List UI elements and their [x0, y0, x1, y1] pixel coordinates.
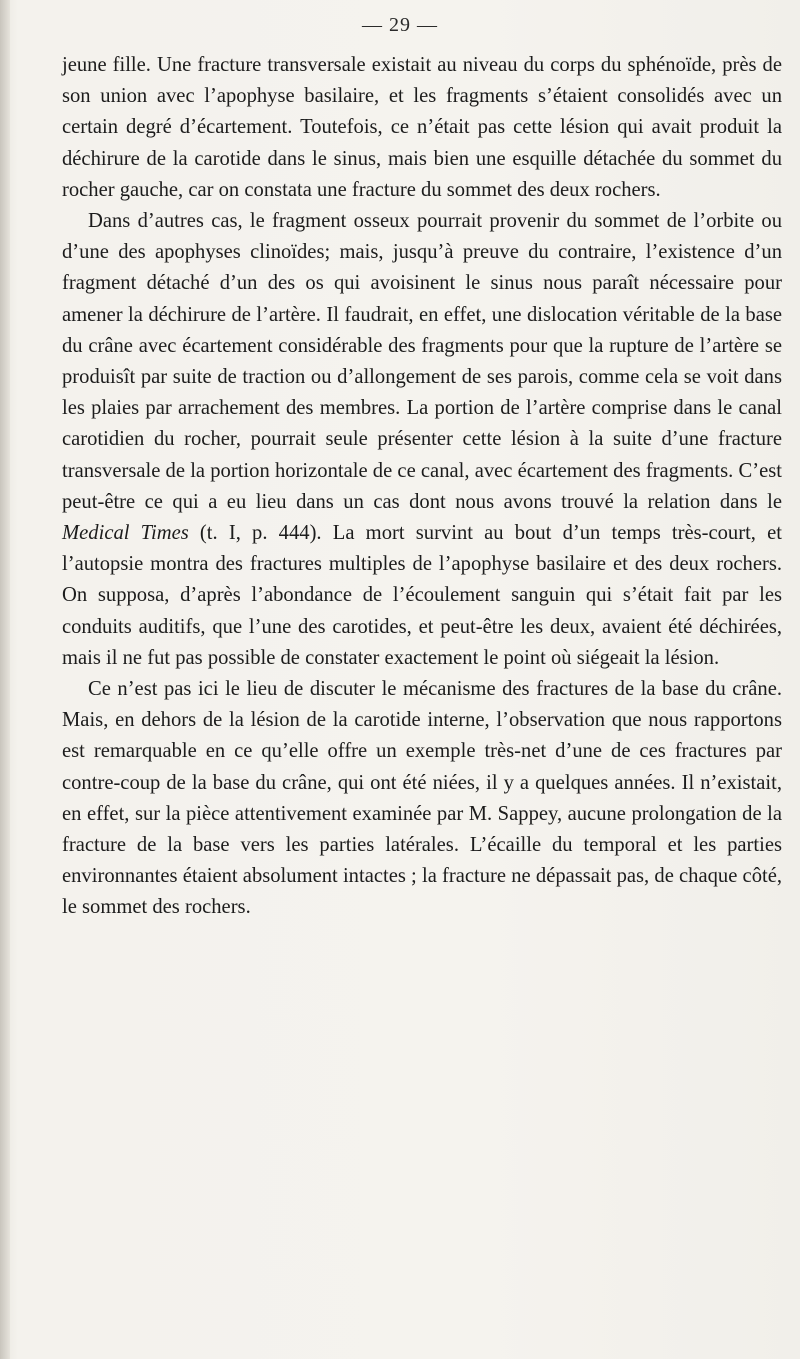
paragraph-3: Ce n’est pas ici le lieu de discuter le mécanisme des fractures de la base du crâne. Mais, en dehors de la lésion de la carotide interne, l’observation que nous rapportons est remarquable en ce qu’elle offre un exemple très-net d’une de ces fractures par contre-coup de la base du crâne, qui ont été niées, il y a quelques années. Il n’existait, en effet, sur la pièce attentivement examinée par M. Sappey, aucune prolongation de la fracture de la base vers les parties latérales. L’écaille du temporal et les parties environnantes étaient absolument intactes ; la fracture ne dépassait pas, de chaque côté, le sommet des rochers. [62, 678, 782, 919]
paragraph-2-text-a: Dans d’autres cas, le fragment osseux pourrait provenir du sommet de l’orbite ou d’une des apophyses clinoïdes; mais, jusqu’à preuve du contraire, l’existence d’un fragment détaché d’un des os qui avoisinent le sinus nous paraît nécessaire pour amener la déchirure de l’artère. Il faudrait, en effet, une dislocation véritable de la base du crâne avec écartement considérable des fragments pour que la rupture de l’artère se produisît par suite de traction ou d’allongement de ses parois, comme cela se voit dans les plaies par arrachement des membres. La portion de l’artère comprise dans le canal carotidien du rocher, pourrait seule présenter cette lésion à la suite d’une fracture transversale de la portion horizontale de ce canal, avec écartement des fragments. C’est peut-être ce qui a eu lieu dans un cas dont nous avons trouvé la relation dans le [62, 210, 782, 513]
paragraph-2-text-b: (t. I, p. 444). La mort survint au bout d’un temps très-court, et l’autopsie montra des fractures multiples de l’apophyse basilaire et des deux rochers. On supposa, d’après l’abondance de l’écoulement sanguin qui s’était fait par les conduits auditifs, que l’une des carotides, et peut-être les deux, avaient été déchirées, mais il ne fut pas possible de constater exactement le point où siégeait la lésion. [62, 522, 783, 669]
paragraph-2 [62, 206, 782, 674]
body-text [62, 50, 782, 924]
page-number: — 29 — [362, 14, 438, 36]
paragraph-1: jeune fille. Une fracture transversale existait au niveau du corps du sphénoïde, près de son union avec l’apophyse basilaire, et les fragments s’étaient consolidés avec un certain degré d’écartement. Toutefois, ce n’était pas cette lésion qui avait produit la déchirure de la carotide dans le sinus, mais bien une esquille détachée du sommet du rocher gauche, car on constata une fracture du sommet des deux rochers. [62, 54, 782, 201]
page-binding-edge [0, 0, 10, 1359]
journal-title: Medical Times [62, 522, 189, 545]
